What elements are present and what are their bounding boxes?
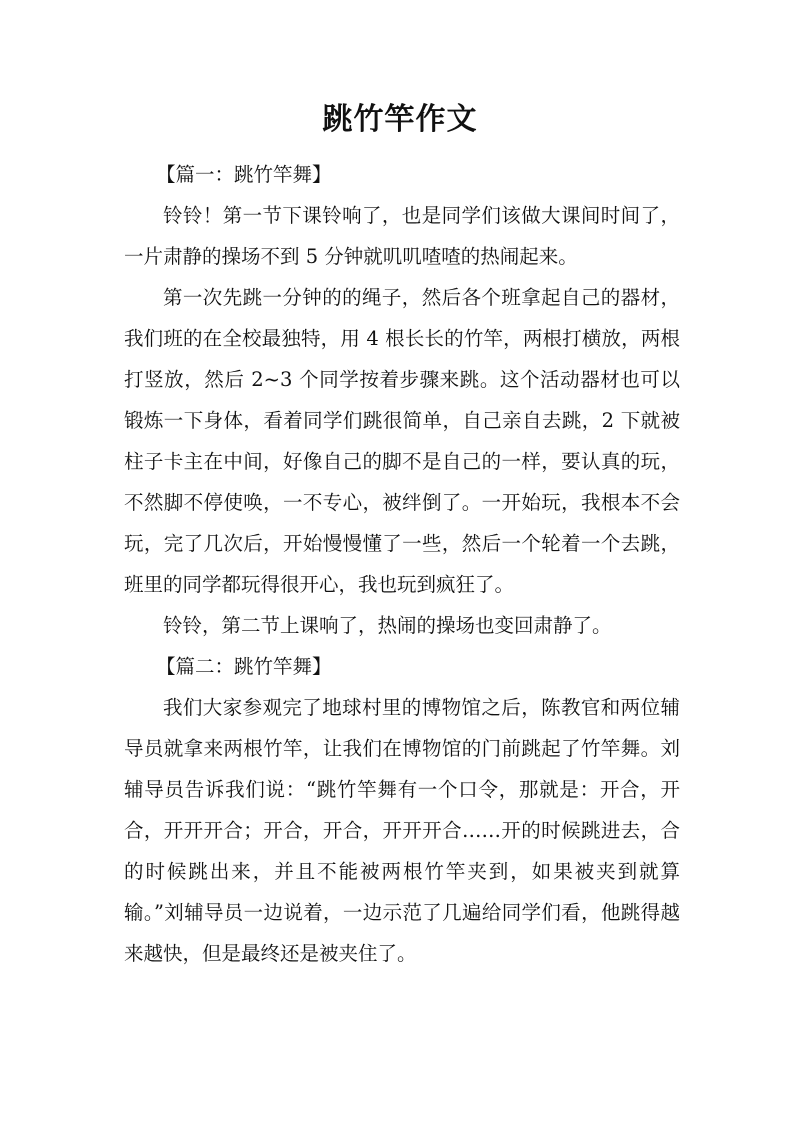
paragraph: 我们大家参观完了地球村里的博物馆之后，陈教官和两位辅导员就拿来两根竹竿，让我们在博物馆的门前跳起了竹竿舞。刘辅导员告诉我们说：“跳竹竿舞有一个口令，那就是：开合，开合，开开开合；开合，开合，开开开合……开的时候跳进去，合的时候跳出来，并且不能被两根竹竿夹到，如果被夹到就算输。”刘辅导员一边说着，一边示范了几遍给同学们看，他跳得越来越快，但是最终还是被夹住了。: [124, 696, 680, 965]
document-body: [124, 154, 680, 974]
section-heading: 【篇二：跳竹竿舞】: [156, 655, 332, 678]
paragraph: 第一次先跳一分钟的的绳子，然后各个班拿起自己的器材，我们班的在全校最独特，用 4 根长长的竹竿，两根打横放，两根打竖放，然后 2~3 个同学按着步骤来跳。这个活动器材也可以锻炼一下身体，看着同学们跳很简单，自己亲自去跳，2 下就被柱子卡主在中间，好像自己的脚不是自己的一样，要认真的玩，不然脚不停使唤，一不专心，被绊倒了。一开始玩，我根本不会玩，完了几次后，开始慢慢懂了一些，然后一个轮着一个去跳，班里的同学都玩得很开心，我也玩到疯狂了。: [124, 286, 680, 596]
section-heading: 【篇一：跳竹竿舞】: [156, 163, 332, 186]
paragraph: 铃铃，第二节上课响了，热闹的操场也变回肃静了。: [163, 614, 612, 637]
document-title: 跳竹竿作文: [322, 102, 478, 137]
paragraph: 铃铃！第一节下课铃响了，也是同学们该做大课间时间了，一片肃静的操场不到 5 分钟就叽叽喳喳的热闹起来。: [124, 204, 680, 268]
